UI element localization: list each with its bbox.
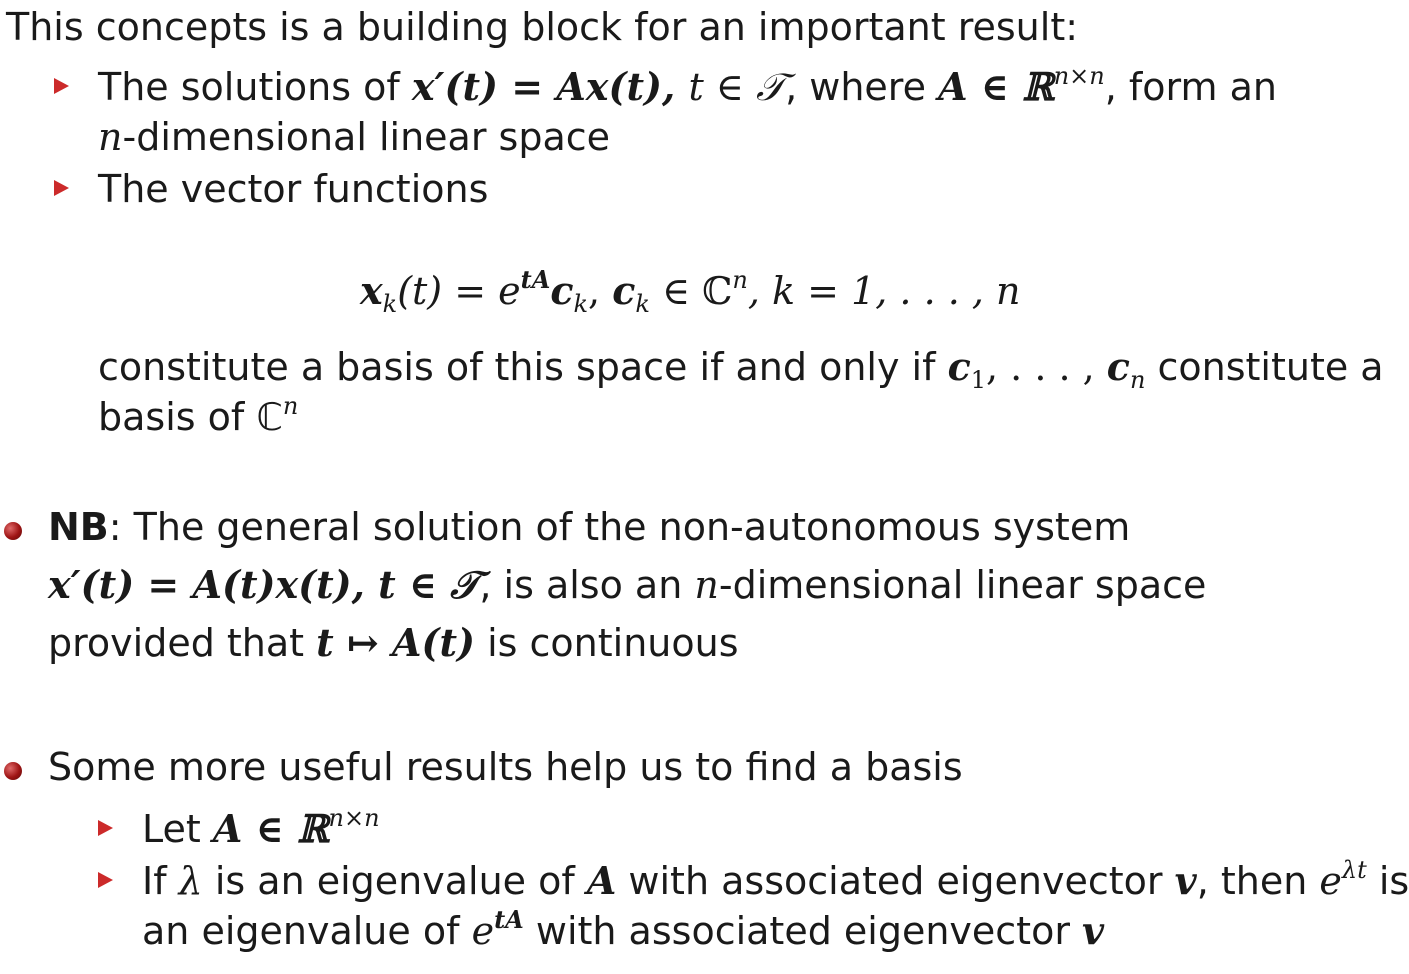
sub1-let: Let [142,807,213,851]
sub2-line2-b: with associated eigenvector [523,909,1083,953]
sub2-b: with associated eigenvector [616,859,1175,903]
bullet-triangle-icon [98,820,113,836]
sub2-if: If [142,859,179,903]
sub1-line [142,806,380,852]
nb-map: t ↦ A(t) [316,620,476,665]
sub2-c: , then [1196,859,1320,903]
item2-cont1-text: constitute a basis of this space if and only if [98,345,948,389]
nb-rest: , is also an [479,563,695,607]
nb-line2 [48,562,1206,608]
nb-n: n [694,563,719,607]
sub2-line2-a: an eigenvalue of [142,909,472,953]
nb-line1 [48,504,1130,550]
sub1-dim: n×n [328,804,380,832]
item2-line1 [98,166,488,212]
eq-k-range: , k = 1, . . . , n [747,269,1021,313]
item1-eq-rhs: Ax(t), [556,64,689,109]
eq-exp: tA [520,265,551,294]
eq-in: ∈ ℂ [649,269,733,313]
cn-sub: n [1129,366,1146,394]
nb-label: NB [48,505,109,549]
item1-eq-lhs: x′(t) = [411,64,557,109]
eq-n: n [732,266,748,294]
eq-x-sub: k [382,290,398,318]
display-equation [360,265,1021,318]
item1-t-domain: t ∈ 𝒯 [688,65,786,109]
nb-provided: provided that [48,621,317,665]
bullet-ball-icon [4,522,22,540]
eq-sep: , [588,269,613,313]
item1-n: n [98,115,123,159]
sub2-e: e [1319,859,1342,903]
c1-sub: 1 [970,366,986,394]
sub2-line2-sup: tA [494,905,524,934]
item1-line2 [98,114,610,160]
eq-x: x [360,268,383,313]
item1-matrix-domain: A ∈ ℝ [938,64,1054,109]
nb-end: -dimensional linear space [718,563,1207,607]
sub2-line2-e: e [471,909,495,953]
sub1-matrix: A ∈ ℝ [212,806,329,851]
item2-cont2-sup: n [282,392,299,420]
sub2-lambda: λ [178,859,203,903]
dots: , . . . , [986,345,1107,389]
item1-form: , form an [1104,65,1277,109]
item1-line1 [98,64,1277,110]
more-title-text: Some more useful results help us to find a basis [48,745,963,789]
bullet-ball-icon [4,762,22,780]
item1-text: The solutions of [98,65,412,109]
c1: c [947,344,971,389]
nb-continuous: is continuous [475,621,739,665]
sub2-A: A [586,858,617,903]
sub2-line1 [142,858,1409,904]
more-title [48,744,963,790]
item2-cont2-text: basis of ℂ [98,395,283,439]
item2-cont1 [98,344,1384,394]
sub2-a: is an eigenvalue of [202,859,587,903]
eq-t: (t) = e [397,269,521,313]
item1-linear-space: -dimensional linear space [122,115,611,159]
cn: c [1106,344,1130,389]
sub2-d: is [1366,859,1409,903]
eq-c: c [550,268,574,313]
item2-cont1-end: constitute a [1145,345,1384,389]
intro-text [6,4,1078,50]
nb-equation: x′(t) = A(t)x(t), t ∈ 𝒯 [48,562,480,607]
bullet-triangle-icon [54,180,69,196]
nb-text: : The general solution of the non-autonomous system [108,505,1131,549]
sub2-v: v [1174,858,1197,903]
item1-dim: n×n [1053,62,1105,90]
sub2-line2-v: v [1082,908,1105,953]
item2-cont2 [98,394,298,440]
sub2-line2 [142,905,1105,954]
sub2-e-sup: λt [1341,856,1367,884]
eq-c2: c [612,268,636,313]
bullet-triangle-icon [98,872,113,888]
bullet-triangle-icon [54,78,69,94]
eq-c-sub: k [573,290,589,318]
eq-c2-sub: k [635,290,650,318]
intro-label: This concepts is a building block for an important result: [6,5,1079,49]
nb-line3 [48,620,739,666]
item2-text: The vector functions [98,167,489,211]
item1-where: , where [785,65,939,109]
